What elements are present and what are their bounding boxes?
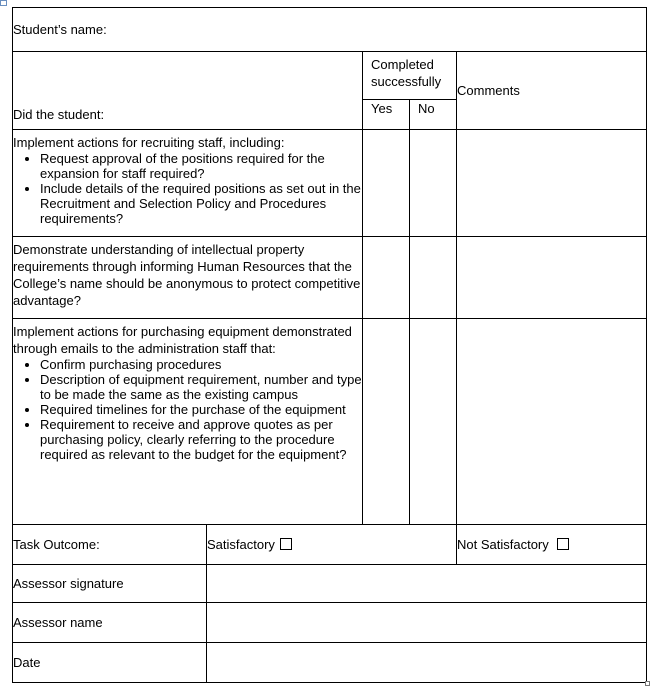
assessor-name-label: Assessor name (13, 615, 103, 630)
no-cell[interactable] (410, 319, 457, 525)
comments-header (457, 52, 647, 130)
satisfactory-label: Satisfactory (207, 537, 275, 552)
comments-cell[interactable] (457, 237, 647, 319)
assessor-name-label-cell (13, 603, 207, 643)
comments-cell[interactable] (457, 130, 647, 237)
date-field[interactable] (207, 643, 647, 683)
not-satisfactory-checkbox[interactable] (557, 538, 569, 550)
no-cell[interactable] (410, 130, 457, 237)
did-the-student-header (13, 52, 363, 130)
date-label-cell (13, 643, 207, 683)
yes-cell[interactable] (363, 130, 410, 237)
task-description (13, 237, 363, 319)
yes-label: Yes (371, 101, 393, 116)
task-outcome-row (13, 525, 647, 565)
task-bullet-list (13, 357, 362, 462)
task-intro: Demonstrate understanding of intellectual property requirements through informing Human Resources that the College’s name should be anonymous to protect competitive advantage? (13, 242, 361, 308)
task-row-recruiting (13, 130, 647, 237)
not-satisfactory-cell (457, 525, 647, 565)
task-bullet: • Requirement to receive and approve quotes as per purchasing policy, clearly referring to the procedure required as relevant to the budget for the equipment? (40, 417, 362, 462)
completed-successfully-label: Completed successfully (371, 57, 442, 89)
task-row-purchasing (13, 319, 647, 525)
comments-label: Comments (457, 83, 520, 98)
header-row-top (13, 52, 647, 100)
table-move-handle[interactable] (0, 0, 7, 6)
task-bullet: • Confirm purchasing procedures (40, 357, 362, 372)
yes-cell[interactable] (363, 319, 410, 525)
satisfactory-checkbox[interactable] (280, 538, 292, 550)
completed-successfully-header (363, 52, 457, 100)
did-the-student-label: Did the student: (13, 107, 105, 122)
yes-header (363, 100, 410, 130)
task-outcome-label: Task Outcome: (13, 537, 100, 552)
assessment-checklist-table (12, 7, 647, 683)
no-header (410, 100, 457, 130)
assessor-name-field[interactable] (207, 603, 647, 643)
task-outcome-label-cell (13, 525, 207, 565)
satisfactory-cell (207, 525, 457, 565)
task-bullet: • Description of equipment requirement, number and type to be made the same as the existing campus (40, 372, 362, 402)
task-intro: Implement actions for purchasing equipment demonstrated through emails to the administration staff that: (13, 324, 352, 356)
no-label: No (418, 101, 435, 116)
assessor-signature-row (13, 565, 647, 603)
table-resize-handle[interactable] (645, 681, 650, 686)
student-name-label: Student’s name: (13, 22, 107, 37)
comments-cell[interactable] (457, 319, 647, 525)
task-bullet: • Include details of the required positions as set out in the Recruitment and Selection Policy and Procedures requirements? (40, 181, 362, 226)
task-bullet: • Required timelines for the purchase of the equipment (40, 402, 362, 417)
task-bullet: • Request approval of the positions required for the expansion for staff required? (40, 151, 362, 181)
task-description (13, 130, 363, 237)
student-name-field[interactable] (13, 8, 647, 52)
assessor-name-row (13, 603, 647, 643)
task-row-intellectual-property (13, 237, 647, 319)
date-row (13, 643, 647, 683)
task-description (13, 319, 363, 525)
not-satisfactory-label: Not Satisfactory (457, 537, 549, 552)
task-bullet-list (13, 151, 362, 226)
assessor-signature-label: Assessor signature (13, 576, 124, 591)
date-label: Date (13, 655, 41, 670)
assessor-signature-label-cell (13, 565, 207, 603)
task-intro: Implement actions for recruiting staff, including: (13, 135, 285, 150)
student-name-row (13, 8, 647, 52)
no-cell[interactable] (410, 237, 457, 319)
yes-cell[interactable] (363, 237, 410, 319)
assessor-signature-field[interactable] (207, 565, 647, 603)
